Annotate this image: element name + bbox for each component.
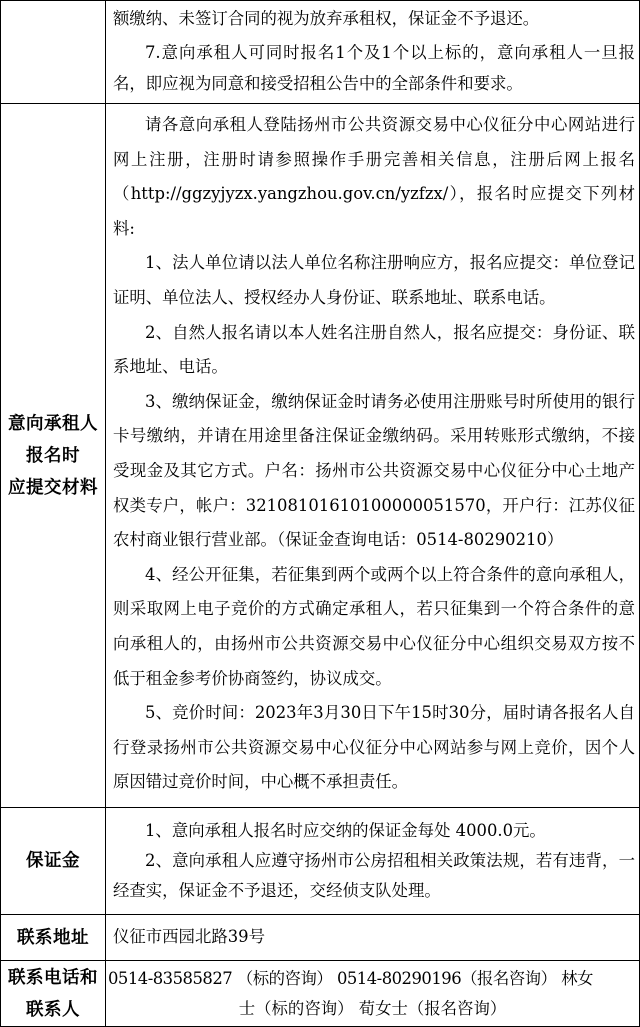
row-deposit-label: 保证金 (1, 808, 106, 915)
row-materials (1, 104, 640, 808)
paragraph: 2、自然人报名请以本人姓名注册自然人，报名应提交：身份证、联系地址、电话。 (113, 322, 635, 377)
row-address-label: 联系地址 (1, 915, 106, 961)
label-line: 报名时 (26, 445, 80, 466)
row-top-label-cell (1, 1, 106, 104)
label-line: 联系人 (26, 999, 80, 1020)
row-top-content (106, 1, 640, 104)
row-contact-label (1, 961, 106, 1027)
contact-line: 0514-83585827 （标的咨询） 0514-80290196（报名咨询） 林女 (108, 968, 593, 988)
row-contact (1, 961, 640, 1027)
paragraph: 请各意向承租人登陆扬州市公共资源交易中心仪征分中心网站进行网上注册，注册时请参照操作手册完善相关信息，注册后网上报名（http://ggzyjyzx.yangzhou.gov.cn/yzfzx/），报名时应提交下列材料: (113, 115, 635, 238)
row-deposit (1, 808, 640, 915)
paragraph: 1、法人单位请以法人单位名称注册响应方，报名应提交：单位登记证明、单位法人、授权经办人身份证、联系地址、联系电话。 (113, 253, 635, 307)
label-line: 联系电话和 (8, 967, 98, 988)
row-address (1, 915, 640, 961)
row-deposit-content (106, 808, 640, 915)
paragraph: 1、意向承租人报名时应交纳的保证金每处 4000.0元。 (145, 821, 546, 840)
row-materials-content (106, 104, 640, 808)
row-address-value: 仪征市西园北路39号 (106, 915, 640, 961)
paragraph: 7.意向承租人可同时报名1个及1个以上标的，意向承租人一旦报名，即应视为同意和接受招租公告中的全部条件和要求。 (113, 43, 635, 93)
paragraph: 2、意向承租人应遵守扬州市公房招租相关政策法规，若有违背，一经查实，保证金不予退还，交经侦支队处理。 (113, 851, 635, 900)
label-line: 意向承租人 (8, 413, 98, 434)
contact-line: 士（标的咨询） 荀女士（报名咨询） (238, 998, 507, 1018)
paragraph: 3、缴纳保证金，缴纳保证金时请务必使用注册账号时所使用的银行卡号缴纳，并请在用途里备注保证金缴纳码。采用转账形式缴纳，不接受现金及其它方式。户名：扬州市公共资源交易中心仪征分中心土地产权类专户，帐户：32108101610100000051570，开户行：江苏仪征农村商业银行营业部。（保证金查询电话：0514-80290210） (113, 391, 635, 550)
paragraph: 5、竞价时间：2023年3月30日下午15时30分，届时请各报名人自行登录扬州市公共资源交易中心仪征分中心网站参与网上竞价，因个人原因错过竞价时间，中心概不承担责任。 (113, 703, 635, 792)
row-materials-label (1, 104, 106, 808)
row-top (1, 1, 640, 104)
paragraph: 4、经公开征集，若征集到两个或两个以上符合条件的意向承租人，则采取网上电子竞价的方式确定承租人，若只征集到一个符合条件的意向承租人的，由扬州市公共资源交易中心仪征分中心组织交易双方按不低于租金参考价协商签约，协议成交。 (113, 564, 635, 688)
label-line: 应提交材料 (8, 477, 98, 498)
paragraph: 额缴纳、未签订合同的视为放弃承租权，保证金不予退还。 (113, 9, 540, 28)
row-contact-content (106, 961, 640, 1027)
